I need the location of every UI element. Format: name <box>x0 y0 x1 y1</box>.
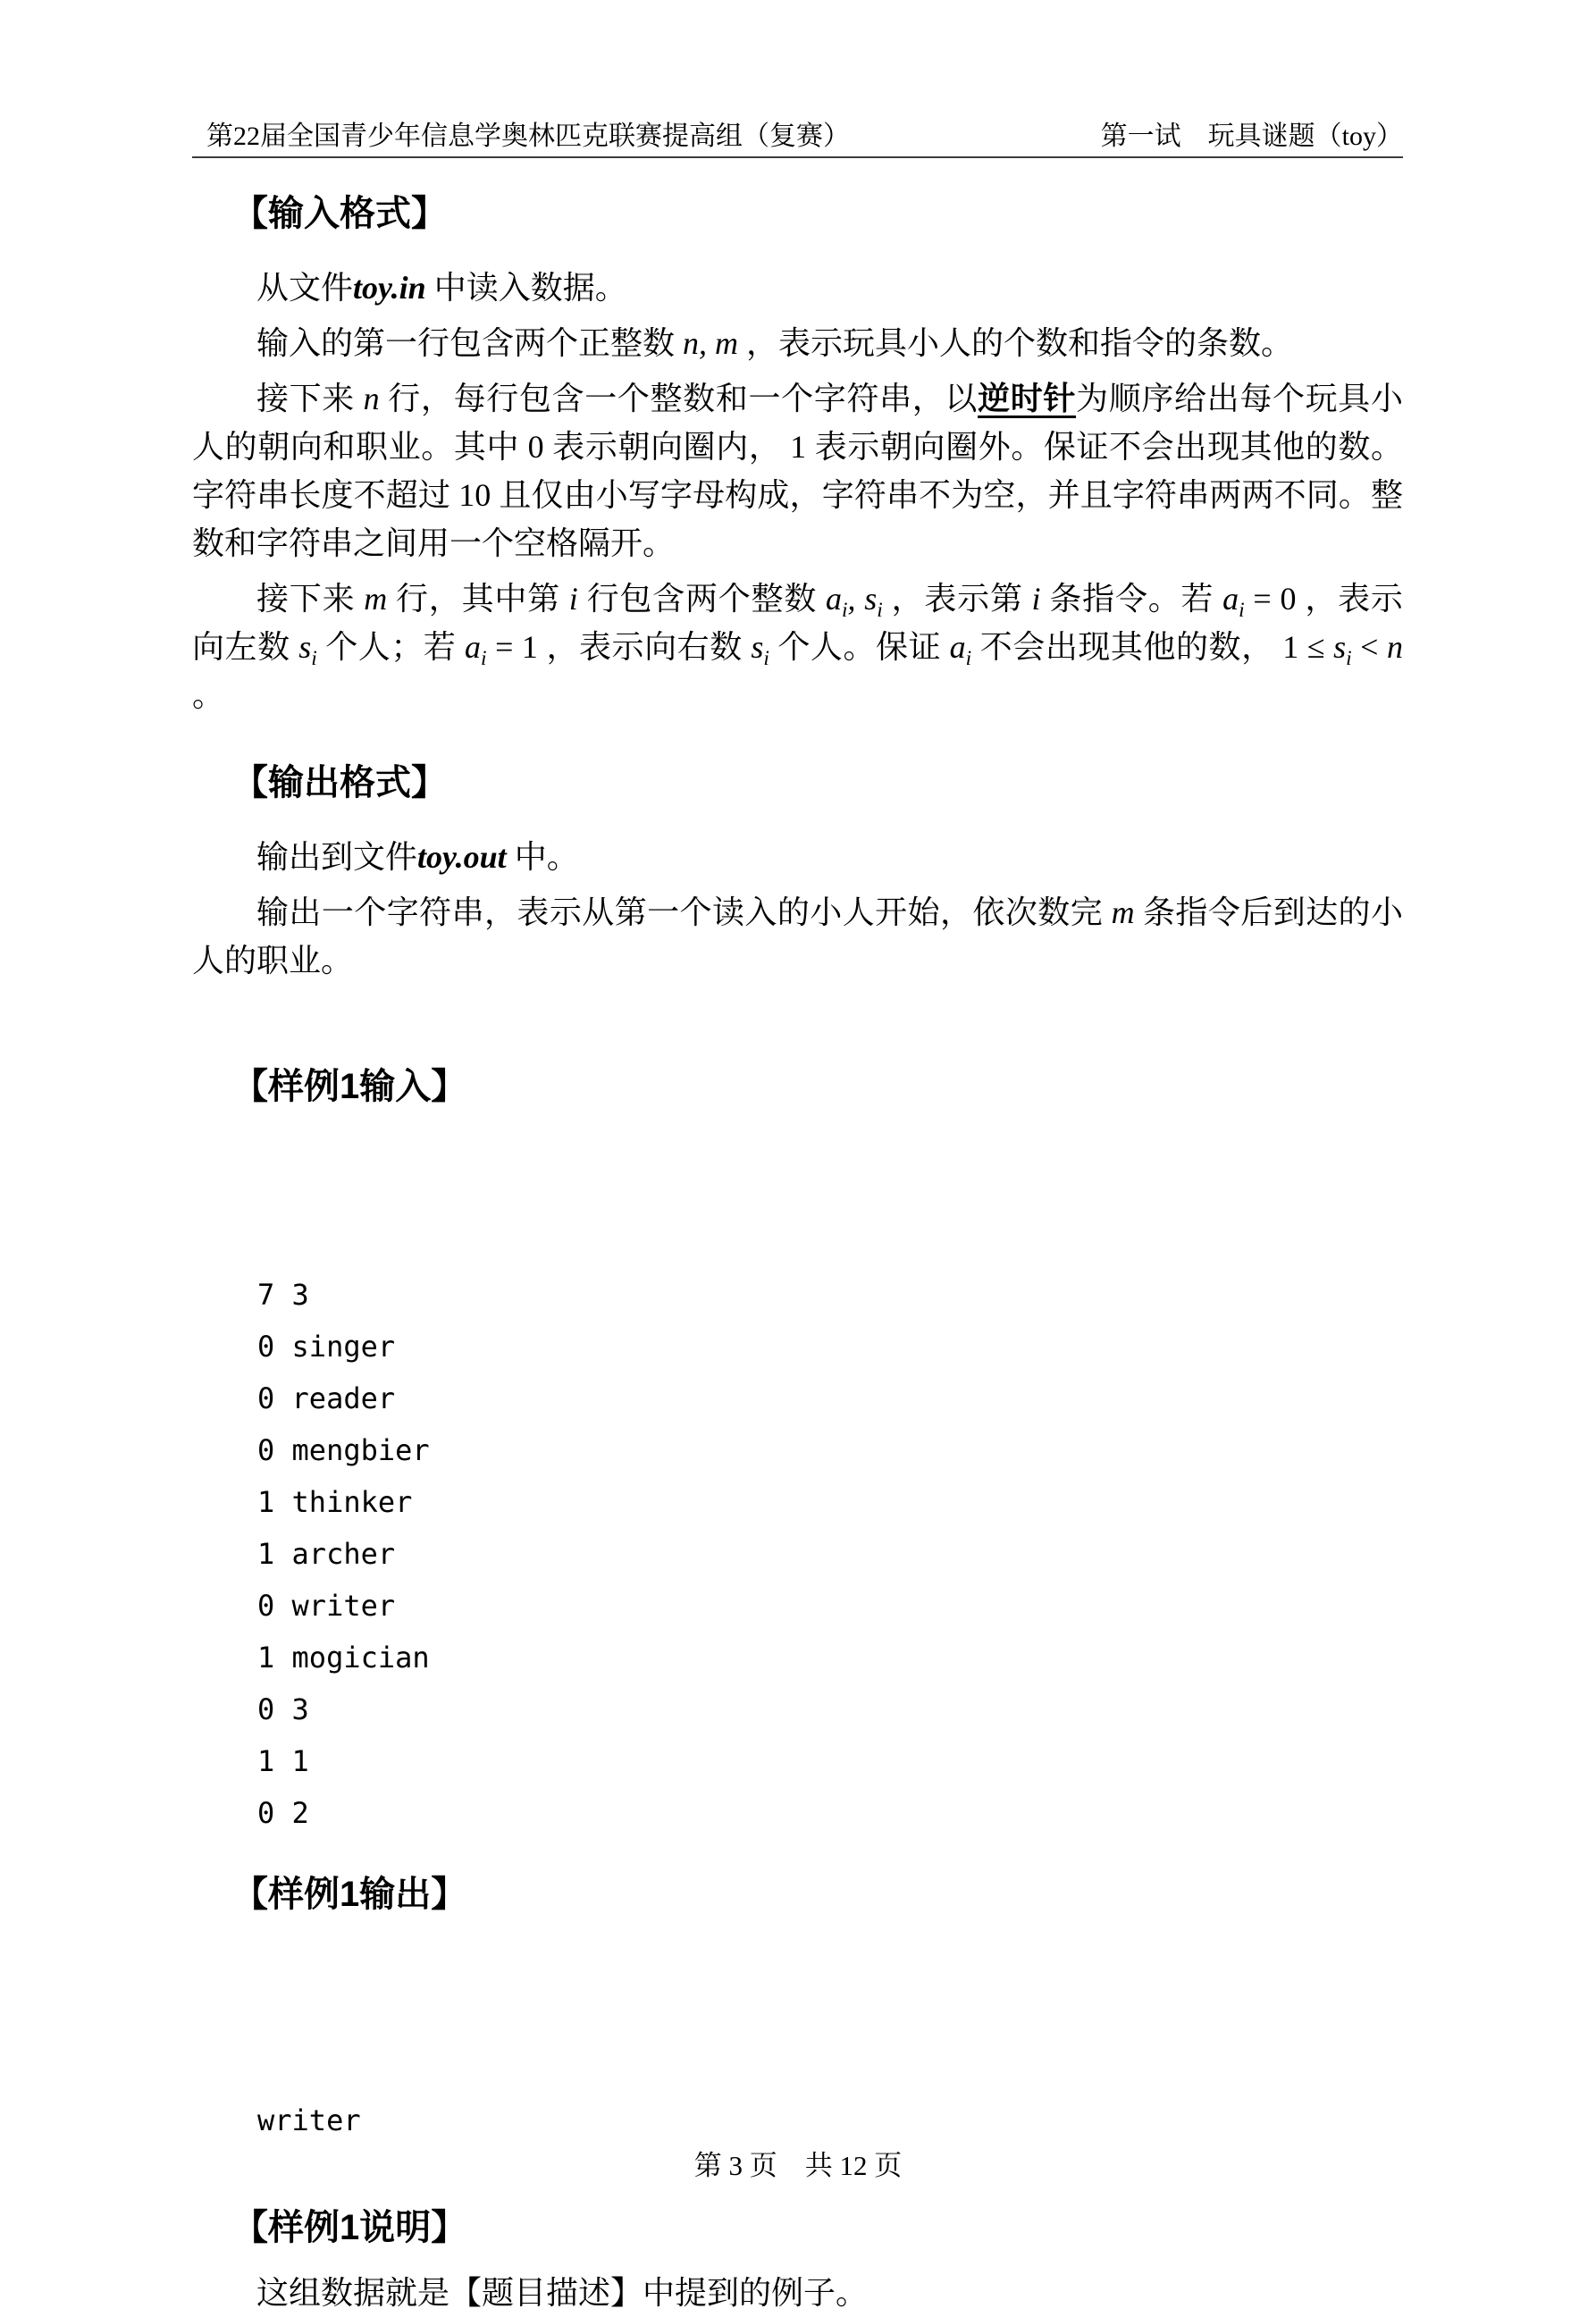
text-segment: = 1 ，表示向右数 <box>486 629 752 665</box>
text-segment: n <box>1386 629 1403 665</box>
text-segment: $s_i$ <box>864 581 883 623</box>
text-segment: 行，其中第 <box>387 581 569 617</box>
text-segment: 输入的第一行包含两个正整数 <box>256 325 684 361</box>
text-segment: 行，每行包含一个整数和一个字符串，以 <box>379 381 979 416</box>
text-segment: 接下来 <box>256 581 365 617</box>
header-contest-title: 第22届全国青少年信息学奥林匹克联赛提高组（复赛） <box>206 122 850 151</box>
text-segment: 不会出现其他的数， 1 ≤ <box>971 629 1334 665</box>
output-format-paragraph-2 <box>192 888 1403 985</box>
text-segment: 条指令后到达的小人的职业。 <box>192 894 1403 978</box>
sample1-input-line: 0 singer <box>257 1330 396 1364</box>
text-segment: 条指令。若 <box>1040 581 1223 617</box>
section-heading-sample1-output: 【样例1输出】 <box>232 1875 467 1914</box>
header-problem-title: 第一试 玩具谜题（toy） <box>1100 122 1403 151</box>
section-heading-output-format: 【输出格式】 <box>232 763 447 802</box>
text-segment: $a_i$ <box>825 581 848 623</box>
sample1-input-line: 7 3 <box>257 1278 309 1312</box>
input-format-paragraph-1 <box>192 264 1403 312</box>
sample1-input-line: 0 3 <box>257 1692 309 1726</box>
text-segment: = 0 ，表示向左数 <box>192 581 1403 665</box>
section-heading-input-format: 【输入格式】 <box>232 194 447 233</box>
sample1-input-line: 0 reader <box>257 1381 396 1415</box>
text-segment: m <box>1111 894 1135 930</box>
text-segment: 行包含两个整数 <box>577 581 826 617</box>
text-segment: n, m <box>683 325 739 361</box>
text-segment: $a_i$ <box>1222 581 1245 623</box>
sample1-input-line: 1 mogician <box>257 1641 430 1675</box>
text-segment: 输出到文件 <box>256 839 418 875</box>
sample1-output-line: writer <box>257 2103 361 2137</box>
text-segment: i <box>568 581 578 617</box>
input-format-paragraph-2 <box>192 319 1403 367</box>
sample1-output-block <box>257 1939 1403 2146</box>
text-segment: $s_i$ <box>751 629 769 671</box>
sample1-input-line: 1 1 <box>257 1744 309 1778</box>
text-segment: , <box>847 581 865 617</box>
sample1-input-line: 0 mengbier <box>257 1433 430 1467</box>
sample1-input-line: 1 thinker <box>257 1485 413 1519</box>
section-heading-sample1-note: 【样例1说明】 <box>232 2208 467 2247</box>
text-segment: 接下来 <box>256 381 364 416</box>
text-segment: 逆时针 <box>978 381 1077 416</box>
text-segment: 从文件 <box>256 270 354 306</box>
text-segment: n <box>363 381 380 416</box>
text-segment: ，表示第 <box>882 581 1032 617</box>
text-segment: $s_i$ <box>1333 629 1352 671</box>
text-segment: 个人。保证 <box>769 629 950 665</box>
text-segment: m <box>364 581 388 617</box>
page-header <box>192 122 1403 158</box>
text-segment: $s_i$ <box>298 629 317 671</box>
input-format-paragraph-3 <box>192 374 1403 567</box>
text-segment: ，表示玩具小人的个数和指令的条数。 <box>738 325 1294 361</box>
text-segment: 。 <box>192 677 225 713</box>
sample1-note-paragraph <box>192 2269 1403 2317</box>
sample1-input-block <box>257 1113 1403 1839</box>
text-segment: < <box>1351 629 1387 665</box>
text-segment: 个人；若 <box>316 629 466 665</box>
section-heading-sample1-input: 【样例1输入】 <box>232 1067 467 1106</box>
text-segment: 中读入数据。 <box>425 270 627 306</box>
text-segment: $a_i$ <box>465 629 487 671</box>
text-segment: 为顺序给出每个玩具小人的朝向和职业。其中 0 表示朝向圈内， 1 表示朝向圈外。保证不会出现其他的数。字符串长度不超过 10 且仅由小写字母构成，字符串不为空，并且字符串两两不同。整数和字符串之间用一个空格隔开。 <box>192 381 1403 561</box>
text-segment: 这组数据就是【题目描述】中提到的例子。 <box>256 2275 869 2311</box>
sample1-input-line: 1 archer <box>257 1537 396 1571</box>
input-format-paragraph-4 <box>192 575 1403 719</box>
text-segment: 中。 <box>506 839 579 875</box>
sample1-input-line: 0 2 <box>257 1796 309 1830</box>
text-segment: i <box>1031 581 1041 617</box>
text-segment: $a_i$ <box>949 629 972 671</box>
output-format-paragraph-1 <box>192 833 1403 881</box>
text-segment: 输出一个字符串，表示从第一个读入的小人开始，依次数完 <box>256 894 1112 930</box>
sample1-input-line: 0 writer <box>257 1589 396 1623</box>
text-segment: toy.out <box>417 839 507 875</box>
text-segment: toy.in <box>353 270 426 306</box>
page-footer: 第 3 页 共 12 页 <box>693 2150 903 2181</box>
